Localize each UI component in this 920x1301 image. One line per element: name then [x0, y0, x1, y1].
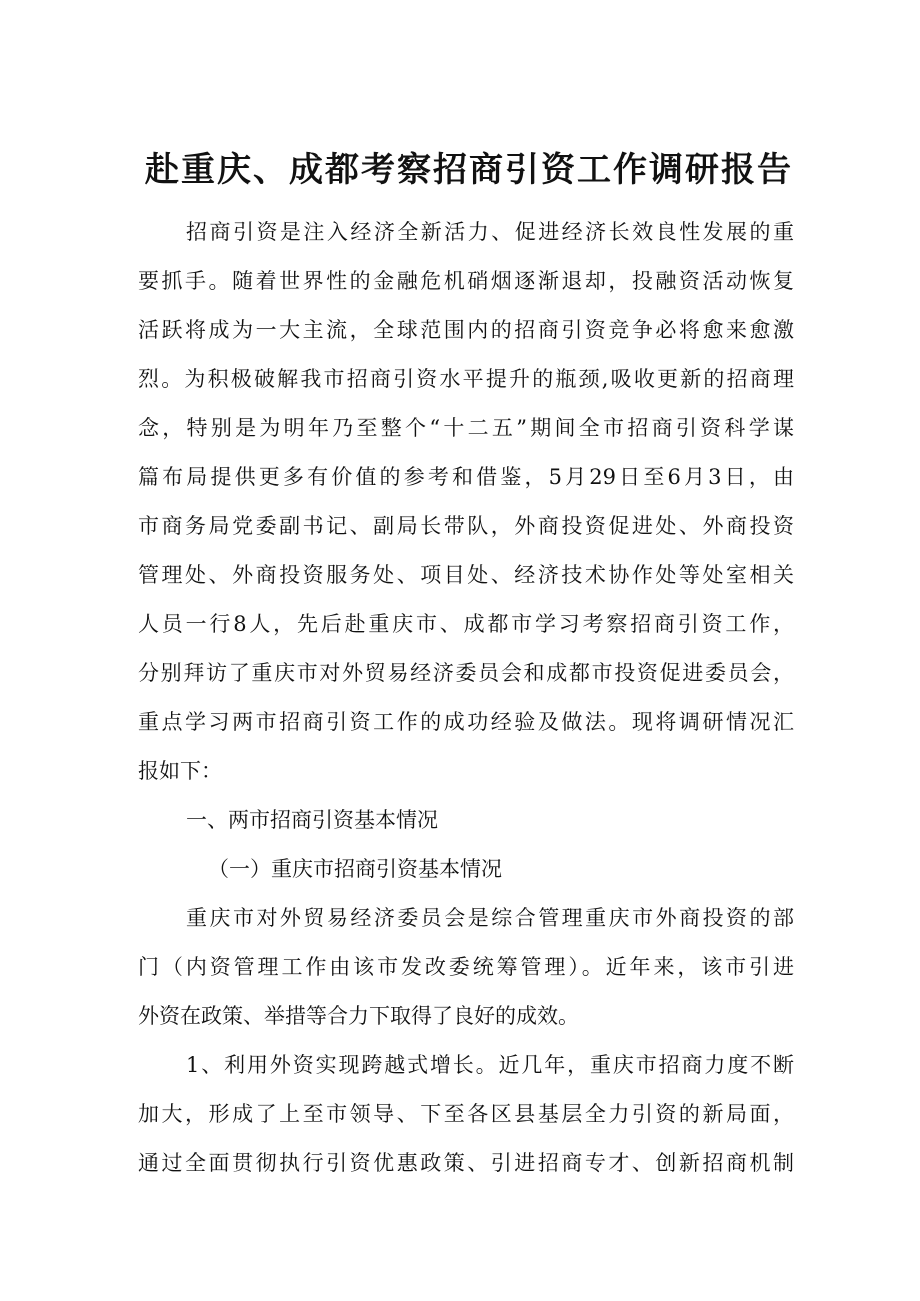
- section-heading: 一、两市招商引资基本情况: [186, 808, 438, 832]
- paragraph-line: 通过全面贯彻执行引资优惠政策、引进招商专才、创新招商机制: [138, 1151, 794, 1175]
- paragraph-line: 念，特别是为明年乃至整个“十二五”期间全市招商引资科学谋: [138, 416, 794, 440]
- paragraph-line: 1、利用外资实现跨越式增长。近几年，重庆市招商力度不断: [186, 1053, 794, 1077]
- paragraph-line: 要抓手。随着世界性的金融危机硝烟逐渐退却，投融资活动恢复: [138, 269, 794, 293]
- paragraph-line: 重点学习两市招商引资工作的成功经验及做法。现将调研情况汇: [138, 710, 794, 734]
- paragraph-line: 人员一行8人，先后赴重庆市、成都市学习考察招商引资工作，: [138, 612, 794, 636]
- paragraph-line: 活跃将成为一大主流，全球范围内的招商引资竞争必将愈来愈激: [138, 318, 794, 342]
- paragraph-line: 分别拜访了重庆市对外贸易经济委员会和成都市投资促进委员会，: [138, 661, 794, 685]
- paragraph-line: 招商引资是注入经济全新活力、促进经济长效良性发展的重: [186, 220, 794, 244]
- paragraph-line: 市商务局党委副书记、副局长带队，外商投资促进处、外商投资: [138, 514, 794, 538]
- paragraph-line: 加大，形成了上至市领导、下至各区县基层全力引资的新局面，: [138, 1102, 794, 1126]
- paragraph-line: 篇布局提供更多有价值的参考和借鉴，5月29日至6月3日，由: [138, 465, 794, 489]
- paragraph-line: 外资在政策、举措等合力下取得了良好的成效。: [138, 1004, 579, 1028]
- paragraph-line: 烈。为积极破解我市招商引资水平提升的瓶颈,吸收更新的招商理: [138, 367, 794, 391]
- paragraph-line: 门（内资管理工作由该市发改委统筹管理）。近年来，该市引进: [138, 955, 794, 979]
- paragraph-line: 报如下：: [138, 759, 222, 783]
- paragraph-line: 重庆市对外贸易经济委员会是综合管理重庆市外商投资的部: [186, 906, 794, 930]
- paragraph-line: 管理处、外商投资服务处、项目处、经济技术协作处等处室相关: [138, 563, 794, 587]
- document-title: 赴重庆、成都考察招商引资工作调研报告: [145, 150, 793, 190]
- subsection-heading: （一）重庆市招商引资基本情况: [208, 857, 502, 881]
